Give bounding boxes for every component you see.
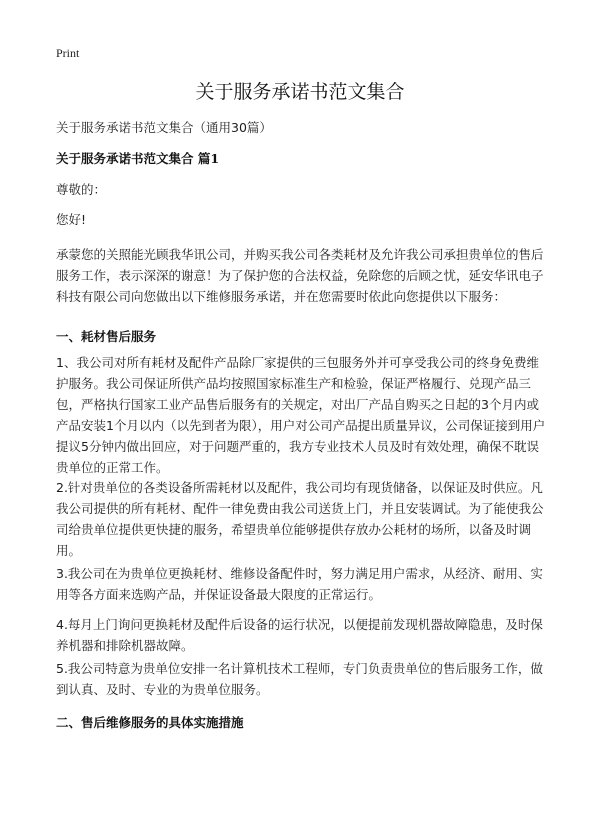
print-link[interactable]: Print [56,46,80,60]
item-2 [56,477,550,561]
subtitle-text: 关于服务承诺书范文集合（通用30篇） [56,120,272,135]
salutation-text: 尊敬的： [56,182,107,197]
chapter-heading-text: 关于服务承诺书范文集合 篇1 [56,151,220,166]
item-1-text: 1、我公司对所有耗材及配件产品除厂家提供的三包服务外并可享受我公司的终身免费维护服务。我公司保证所供产品均按照国家标准生产和检验，保证严格履行、兑现产品三包，严格执行国家工业产品售后服务有的关规定，对出厂产品自购买之日起的3个月内或产品安装1个月以内（以先到者为限），用户对公司产品提出质量异议，公司保证接到用户提议5分钟内做出回应，对于问题严重的，我方专业技术人员及时有效处理，确保不耽误贵单位的正常工作。 [56,355,546,475]
section-heading-2-text: 二、售后维修服务的具体实施措施 [56,715,244,730]
section-heading-1-text: 一、耗材售后服务 [56,329,157,344]
page-title: 关于服务承诺书范文集合 [195,81,405,103]
item-5-text: 5.我公司特意为贵单位安排一名计算机技术工程师，专门负责贵单位的售后服务工作，做到认真、及时、专业的为贵单位服务。 [56,661,543,697]
item-1 [56,352,550,478]
greeting-text: 您好! [56,212,87,227]
greeting [56,209,550,230]
document-subtitle [56,117,550,138]
salutation [56,179,550,200]
item-2-text: 2.针对贵单位的各类设备所需耗材以及配件，我公司均有现货储备，以保证及时供应。凡我公司提供的所有耗材、配件一律免费由我公司送货上门，并且安装调试。为了能使我公司给贵单位提供更快捷的服务，希望贵单位能够提供存放办公耗材的场所，以备及时调用。 [56,480,544,558]
section-heading-2 [56,712,550,733]
chapter-heading [56,148,550,169]
item-4-text: 4.每月上门询问更换耗材及配件后设备的运行状况，以便提前发现机器故障隐患，及时保养机器和排除机器故障。 [56,617,543,653]
section-heading-1 [56,326,550,347]
item-3-text: 3.我公司在为贵单位更换耗材、维修设备配件时，努力满足用户需求，从经济、耐用、实用等各方面来选购产品，并保证设备最大限度的正常运行。 [56,566,543,602]
item-5 [56,658,550,700]
item-3 [56,563,550,605]
item-4 [56,614,550,656]
intro-paragraph [56,244,550,307]
intro-text: 承蒙您的关照能光顾我华讯公司，并购买我公司各类耗材及允许我公司承担贵单位的售后服务工作，表示深深的谢意！为了保护您的合法权益，免除您的后顾之忧，延安华讯电子科技有限公司向您做出以下维修服务承诺，并在您需要时依此向您提供以下服务： [56,247,544,304]
